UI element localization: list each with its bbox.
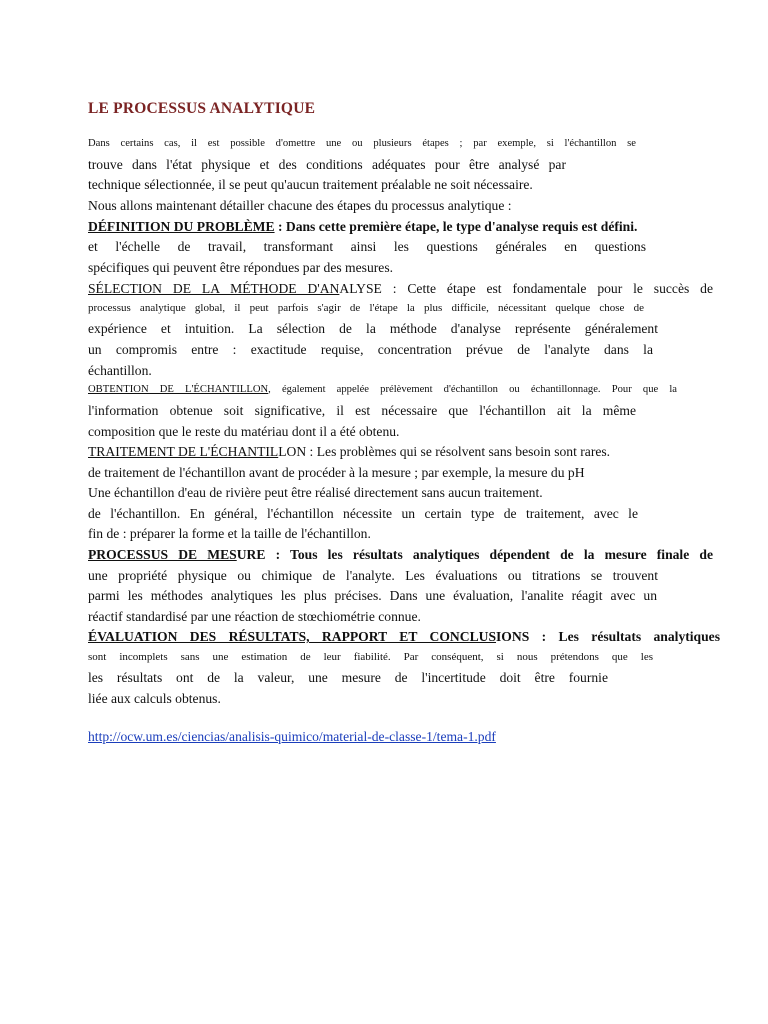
intro-line-2: trouve dans l'état physique et des conditions adéquates pour être analysé par	[88, 157, 566, 172]
section-evaluation-heading-line	[88, 628, 720, 645]
section-evaluation-heading: ÉVALUATION DES RÉSULTATS, RAPPORT ET CONCLUS	[88, 629, 497, 644]
section-evaluation-line-3: liée aux calculs obtenus.	[88, 691, 221, 706]
section-treatment-heading-line	[88, 443, 658, 460]
section-measurement-line-3: réactif standardisé par une réaction de stœchiométrie connue.	[88, 609, 421, 624]
section-definition-intro: : Dans cette première étape, le type d'analyse requis est défini.	[274, 219, 638, 234]
section-definition-line-1: et l'échelle de travail, transformant ainsi les questions générales en questions	[88, 239, 646, 254]
section-selection-heading-line	[88, 280, 713, 297]
section-sampling-intro: , également appelée prélèvement d'échantillon ou échantillonnage. Pour que la	[268, 384, 678, 395]
section-sampling-line-2: composition que le reste du matériau dont il a été obtenu.	[88, 424, 400, 439]
section-sampling-line-1: l'information obtenue soit significative, il est nécessaire que l'échantillon ait la même	[88, 403, 636, 418]
section-sampling-heading-line	[88, 381, 677, 398]
section-definition-line-2: spécifiques qui peuvent être répondues par des mesures.	[88, 260, 394, 275]
section-evaluation-line-2: les résultats ont de la valeur, une mesure de l'incertitude doit être fournie	[88, 670, 608, 685]
section-treatment-intro: LON : Les problèmes qui se résolvent sans besoin sont rares.	[278, 444, 611, 459]
section-treatment-line-2: Une échantillon d'eau de rivière peut être réalisé directement sans aucun traitement.	[88, 485, 543, 500]
section-measurement-intro: URE : Tous les résultats analytiques dépendent de la mesure finale de	[236, 547, 713, 562]
intro-line-4: Nous allons maintenant détailler chacune des étapes du processus analytique :	[88, 198, 512, 213]
section-selection-heading: SÉLECTION DE LA MÉTHODE D'AN	[88, 281, 340, 296]
document-title: LE PROCESSUS ANALYTIQUE	[88, 100, 316, 117]
section-evaluation-line-1: sont incomplets sans une estimation de leur fiabilité. Par conséquent, si nous prétendons que les	[88, 651, 653, 663]
section-selection-intro: ALYSE : Cette étape est fondamentale pour le succès de	[339, 281, 714, 296]
section-selection-line-4: échantillon.	[88, 363, 152, 378]
section-measurement-line-1: une propriété physique ou chimique de l'analyte. Les évaluations ou titrations se trouvent	[88, 568, 658, 583]
intro-line-3: technique sélectionnée, il se peut qu'aucun traitement préalable ne soit nécessaire.	[88, 177, 533, 192]
section-measurement-line-2: parmi les méthodes analytiques les plus précises. Dans une évaluation, l'analite réagit avec un	[88, 588, 657, 603]
section-treatment-line-3: de l'échantillon. En général, l'échantillon nécessite un certain type de traitement, avec le	[88, 506, 638, 521]
section-selection-line-2: expérience et intuition. La sélection de la méthode d'analyse représente généralement	[88, 321, 658, 336]
section-evaluation-intro: IONS : Les résultats analytiques	[496, 629, 720, 644]
section-definition-heading: DÉFINITION DU PROBLÈME	[88, 219, 275, 234]
section-treatment-heading: TRAITEMENT DE L'ÉCHANTIL	[88, 444, 279, 459]
source-link[interactable]: http://ocw.um.es/ciencias/analisis-quimico/material-de-classe-1/tema-1.pdf	[88, 729, 496, 744]
section-selection-line-3: un compromis entre : exactitude requise, concentration prévue de l'analyte dans la	[88, 342, 653, 357]
section-selection-line-1: processus analytique global, il peut parfois s'agir de l'étape la plus difficile, nécessitant quelque chose de	[88, 302, 644, 314]
section-sampling-heading: OBTENTION DE L'ÉCHANTILLON	[88, 384, 269, 395]
section-definition-heading-line	[88, 218, 713, 235]
section-measurement-heading: PROCESSUS DE MES	[88, 547, 237, 562]
section-measurement-heading-line	[88, 546, 713, 563]
section-treatment-line-4: fin de : préparer la forme et la taille de l'échantillon.	[88, 526, 371, 541]
section-treatment-line-1: de traitement de l'échantillon avant de procéder à la mesure ; par exemple, la mesure du pH	[88, 465, 585, 480]
intro-line-1: Dans certains cas, il est possible d'omettre une ou plusieurs étapes ; par exemple, si l'échantillon se	[88, 138, 636, 149]
